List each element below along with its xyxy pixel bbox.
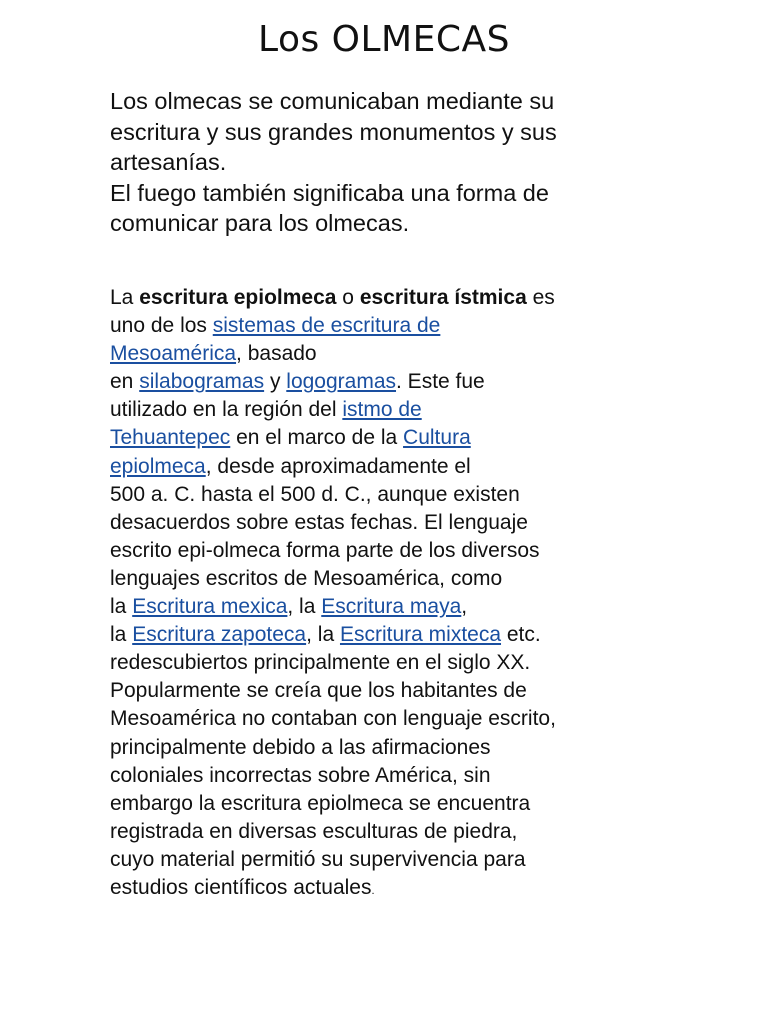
article-line [110,424,710,452]
text: en el marco de la [230,426,404,450]
link-escritura-mixteca[interactable]: Escritura mixteca [339,623,502,647]
intro-line: artesanías. [110,149,227,175]
text: en [110,370,140,394]
text: es [526,286,555,309]
article-line: embargo la escritura epiolmeca se encuentra [110,791,531,815]
link-cultura[interactable]: Cultura [403,426,471,450]
article-line [110,396,710,424]
article-paragraph [110,284,710,905]
article-line [110,874,710,905]
link-epiolmeca[interactable]: epiolmeca [110,454,206,478]
link-escritura-mexica[interactable]: Escritura mexica [132,595,288,619]
article-line: lenguajes escritos de Mesoamérica, como [110,566,503,590]
article-line: registrada en diversas esculturas de piedra, [110,819,518,843]
text: , basado [236,342,317,366]
intro-line: Los olmecas se comunicaban mediante su [110,88,555,114]
text: . Este fue [396,370,485,394]
text: utilizado en la región del [110,398,343,422]
article-line [110,284,710,312]
article-line: escrito epi-olmeca forma parte de los diversos [110,538,540,562]
article-line: Mesoamérica no contaban con lenguaje escrito, [110,707,556,731]
bold-term-istmica: escritura ístmica [359,286,527,309]
link-escritura-zapoteca[interactable]: Escritura zapoteca [132,623,307,647]
link-mesoamerica[interactable]: Mesoamérica [110,342,237,366]
bold-term-epiolmeca: escritura epiolmeca [139,286,337,309]
link-escritura-maya[interactable]: Escritura maya [321,595,462,619]
text: , la [287,595,322,619]
text: , [461,595,468,619]
article-line: principalmente debido a las afirmaciones [110,735,491,759]
article-line: Popularmente se creía que los habitantes de [110,679,527,703]
text: la [110,623,133,647]
text: etc. [501,623,541,647]
text: y [264,370,287,394]
link-tehuantepec[interactable]: Tehuantepec [110,426,231,450]
article-line [110,593,710,621]
link-silabogramas[interactable]: silabogramas [139,370,265,394]
article-line: redescubiertos principalmente en el siglo XX. [110,651,531,675]
link-istmo-tehuantepec[interactable]: istmo de [342,398,422,422]
article-line [110,340,710,368]
intro-line: escritura y sus grandes monumentos y sus [110,118,557,145]
link-logogramas[interactable]: logogramas [286,370,397,394]
article-line [110,621,710,649]
text: , la [306,623,340,647]
article-line [110,453,710,481]
intro-paragraph [110,86,710,239]
article-line: 500 a. C. hasta el 500 d. C., aunque existen [110,482,520,506]
period: . [371,884,375,897]
link-sistemas-escritura[interactable]: sistemas de escritura de [212,314,441,338]
article-line [110,312,710,340]
article-line [110,368,710,396]
text: La [110,286,140,309]
text: , desde aproximadamente el [205,454,471,478]
article-line: coloniales incorrectas sobre América, sin [110,763,491,787]
text: estudios científicos actuales [110,875,372,899]
text: uno de los [110,314,213,338]
intro-line: El fuego también significaba una forma de [110,179,549,206]
page-title: Los OLMECAS [258,19,510,60]
intro-line: comunicar para los olmecas. [110,210,410,236]
text: la [110,595,133,619]
article-line: desacuerdos sobre estas fechas. El lenguaje [110,510,528,534]
article-line: cuyo material permitió su supervivencia para [110,847,526,871]
text: o [336,286,360,309]
